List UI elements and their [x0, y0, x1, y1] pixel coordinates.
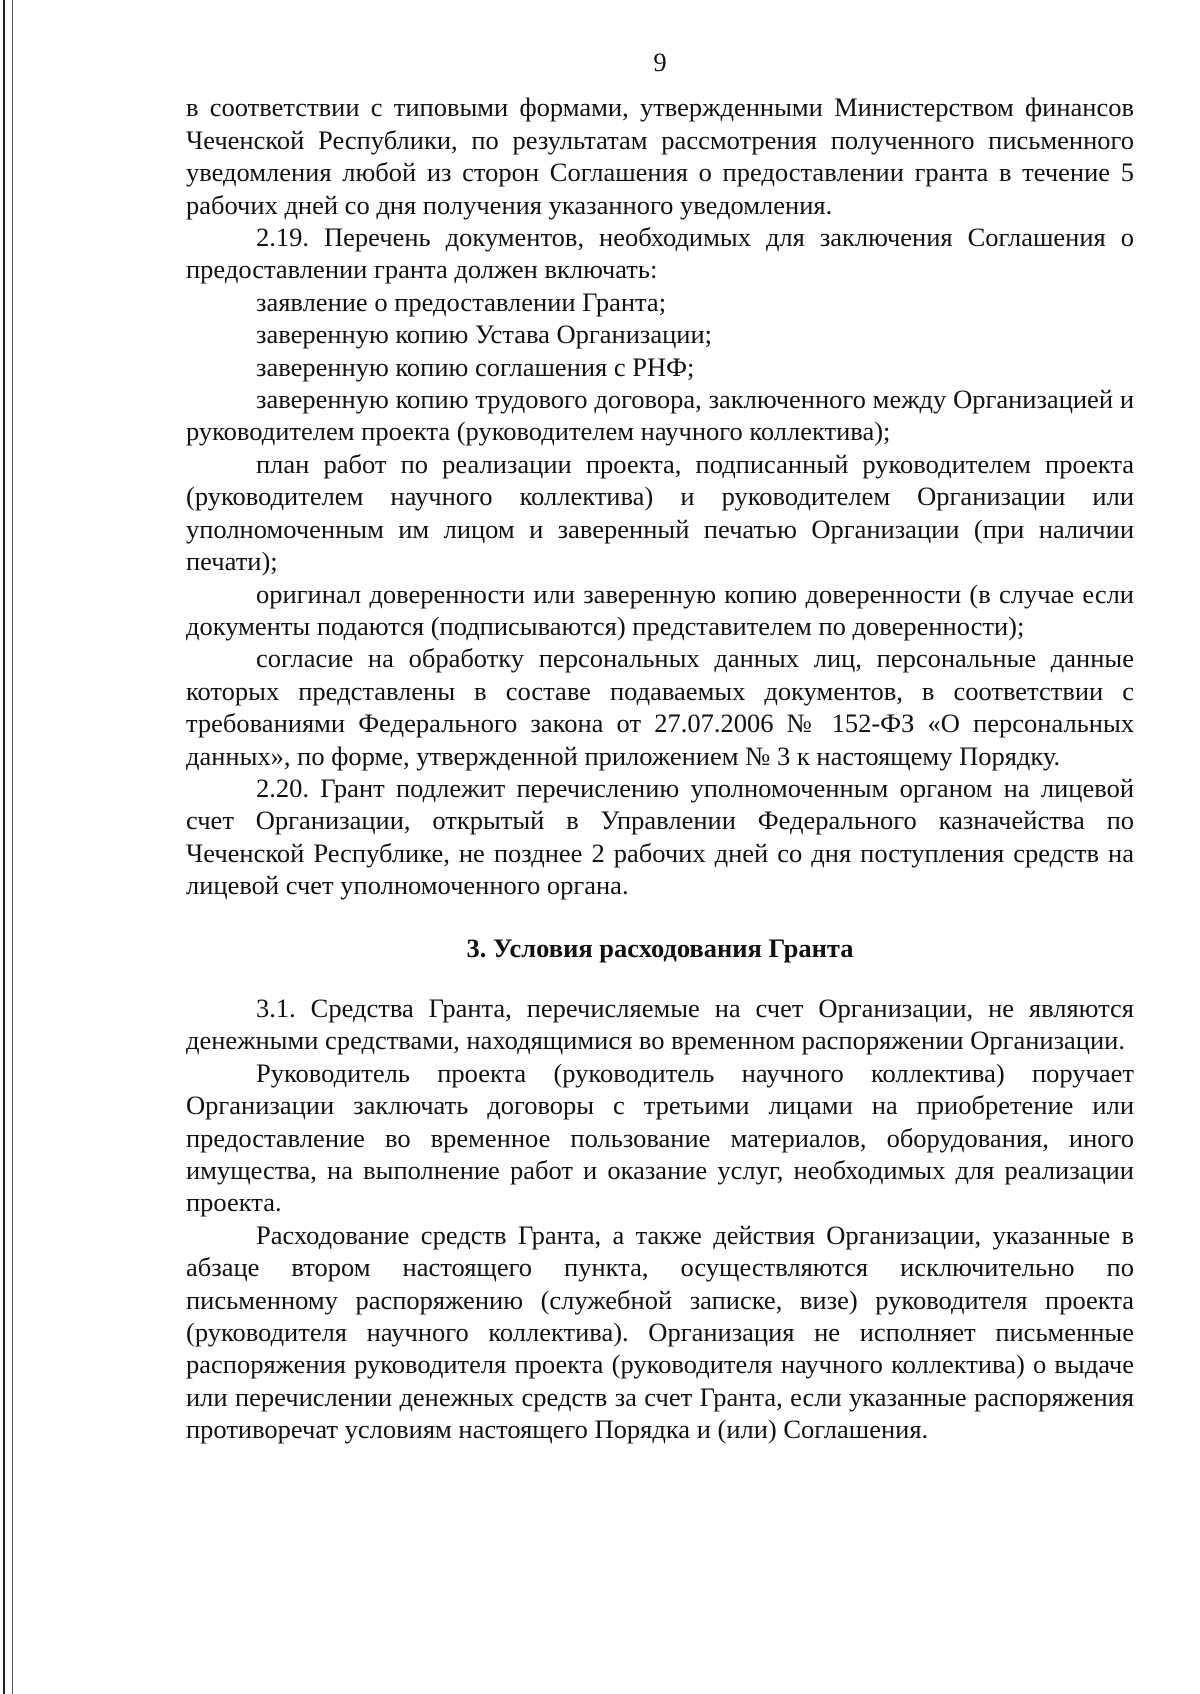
- paragraph: 3.1. Средства Гранта, перечисляемые на счет Организации, не являются денежными средствами, находящимися во временном распоряжении Организации.: [186, 992, 1134, 1056]
- paragraph: 2.20. Грант подлежит перечислению уполномоченным органом на лицевой счет Организации, открытый в Управлении Федерального казначейства по Чеченской Республике, не позднее 2 рабочих дней со дня поступления средств на лицевой счет уполномоченного органа.: [186, 772, 1134, 901]
- list-item: оригинал доверенности или заверенную копию доверенности (в случае если документы подаются (подписываются) представителем по доверенности);: [186, 578, 1134, 641]
- section-heading: 3. Условия расходования Гранта: [466, 932, 854, 963]
- paragraph: 2.19. Перечень документов, необходимых для заключения Соглашения о предоставлении гранта должен включать:: [186, 222, 1134, 285]
- list-item: заверенную копию Устава Организации;: [256, 319, 713, 350]
- page-number: 9: [653, 47, 667, 77]
- list-item: согласие на обработку персональных данных лиц, персональные данные которых представлены в составе подаваемых документов, в соответствии с требованиями Федерального закона от 27.07.2006 № 152-ФЗ «О персональных данных», по форме, утвержденной приложением № 3 к настоящему Порядку.: [186, 643, 1134, 771]
- list-item: заверенную копию соглашения с РНФ;: [256, 351, 695, 382]
- scan-edge-line: [12, 0, 13, 1694]
- paragraph: в соответствии с типовыми формами, утвержденными Министерством финансов Чеченской Республики, по результатам рассмотрения полученного письменного уведомления любой из сторон Соглашения о предоставлении гранта в течение 5 рабочих дней со дня получения указанного уведомления.: [186, 92, 1134, 220]
- list-item: заявление о предоставлении Гранта;: [256, 286, 667, 317]
- list-item: заверенную копию трудового договора, заключенного между Организацией и руководителем проекта (руководителем научного коллектива);: [186, 384, 1134, 447]
- list-item: план работ по реализации проекта, подписанный руководителем проекта (руководителем научного коллектива) и руководителем Организации или уполномоченным им лицом и заверенный печатью Организации (при наличии печати);: [186, 448, 1134, 577]
- scan-edge-line: [3, 0, 5, 1694]
- document-page: [186, 46, 1134, 1446]
- paragraph: Руководитель проекта (руководитель научного коллектива) поручает Организации заключать договоры с третьими лицами на приобретение или предоставление во временное пользование материалов, оборудования, иного имущества, на выполнение работ и оказание услуг, необходимых для реализации проекта.: [186, 1057, 1134, 1218]
- paragraph: Расходование средств Гранта, а также действия Организации, указанные в абзаце втором настоящего пункта, осуществляются исключительно по письменному распоряжению (служебной записке, визе) руководителя проекта (руководителя научного коллектива). Организация не исполняет письменные распоряжения руководителя проекта (руководителя научного коллектива) о выдаче или перечислении денежных средств за счет Гранта, если указанные распоряжения противоречат условиям настоящего Порядка и (или) Соглашения.: [186, 1219, 1134, 1445]
